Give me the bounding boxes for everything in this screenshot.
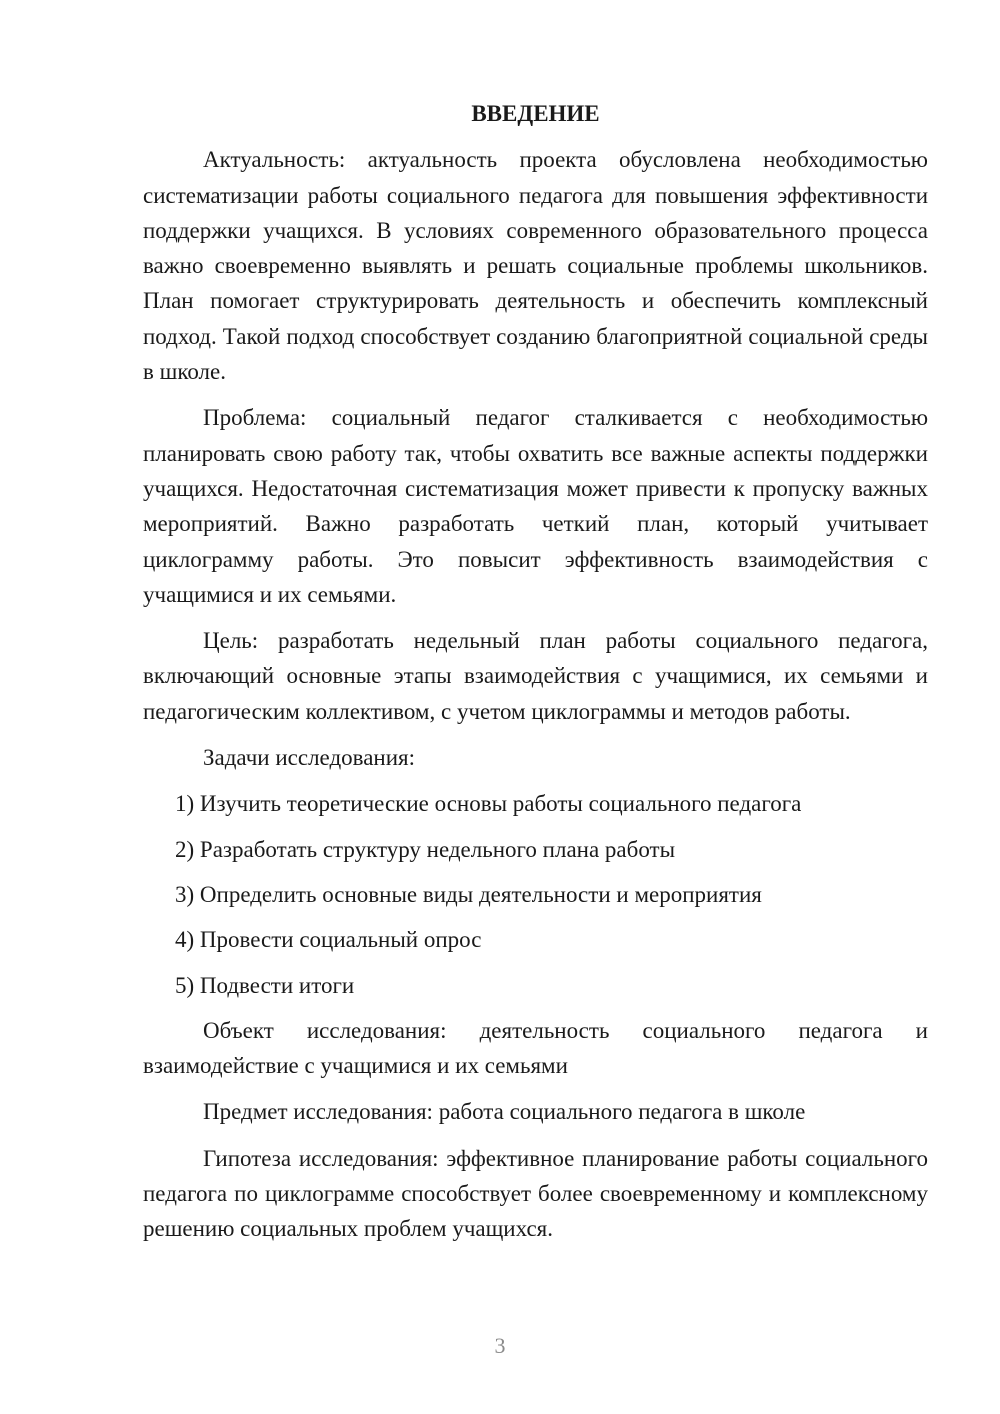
subject-paragraph: Предмет исследования: работа социального педагога в школе — [203, 1099, 806, 1125]
goal-paragraph: Цель: разработать недельный план работы социального педагога, включающий основные этапы взаимодействия с учащимися, их семьями и педагогическим коллективом, с учетом циклограммы и методов работы. — [143, 628, 928, 724]
task-item: 4) Провести социальный опрос — [175, 927, 482, 953]
problem-paragraph: Проблема: социальный педагог сталкивается с необходимостью планировать свою работу так, чтобы охватить все важные аспекты поддержки учащихся. Недостаточная систематизация может привести к пропуску важных мероприятий. Важно разработать четкий план, который учитывает циклограмму работы. Это повысит эффективность взаимодействия с учащимися и их семьями. — [143, 405, 928, 607]
tasks-list — [143, 786, 928, 1002]
hypothesis-paragraph: Гипотеза исследования: эффективное планирование работы социального педагога по циклограмме способствует более своевременному и комплексному решению социальных проблем учащихся. — [143, 1145, 928, 1242]
section-title: ВВЕДЕНИЕ — [471, 101, 600, 126]
task-item: 1) Изучить теоретические основы работы социального педагога — [175, 791, 802, 817]
object-paragraph: Объект исследования: деятельность социального педагога и взаимодействие с учащимися и их семьями — [143, 1017, 928, 1079]
tasks-heading: Задачи исследования: — [203, 745, 416, 771]
task-item: 5) Подвести итоги — [175, 972, 355, 998]
relevance-paragraph: Актуальность: актуальность проекта обусловлена необходимостью систематизации работы социального педагога для повышения эффективности поддержки учащихся. В условиях современного образовательного процесса важно своевременно выявлять и решать социальные проблемы школьников. План помогает структурировать деятельность и обеспечить комплексный подход. Такой подход способствует созданию благоприятной социальной среды в школе. — [143, 147, 928, 385]
task-item: 3) Определить основные виды деятельности и мероприятия — [175, 881, 762, 907]
page-number: 3 — [494, 1333, 506, 1358]
page-content — [143, 96, 928, 1258]
task-item: 2) Разработать структуру недельного плана работы — [175, 836, 676, 862]
